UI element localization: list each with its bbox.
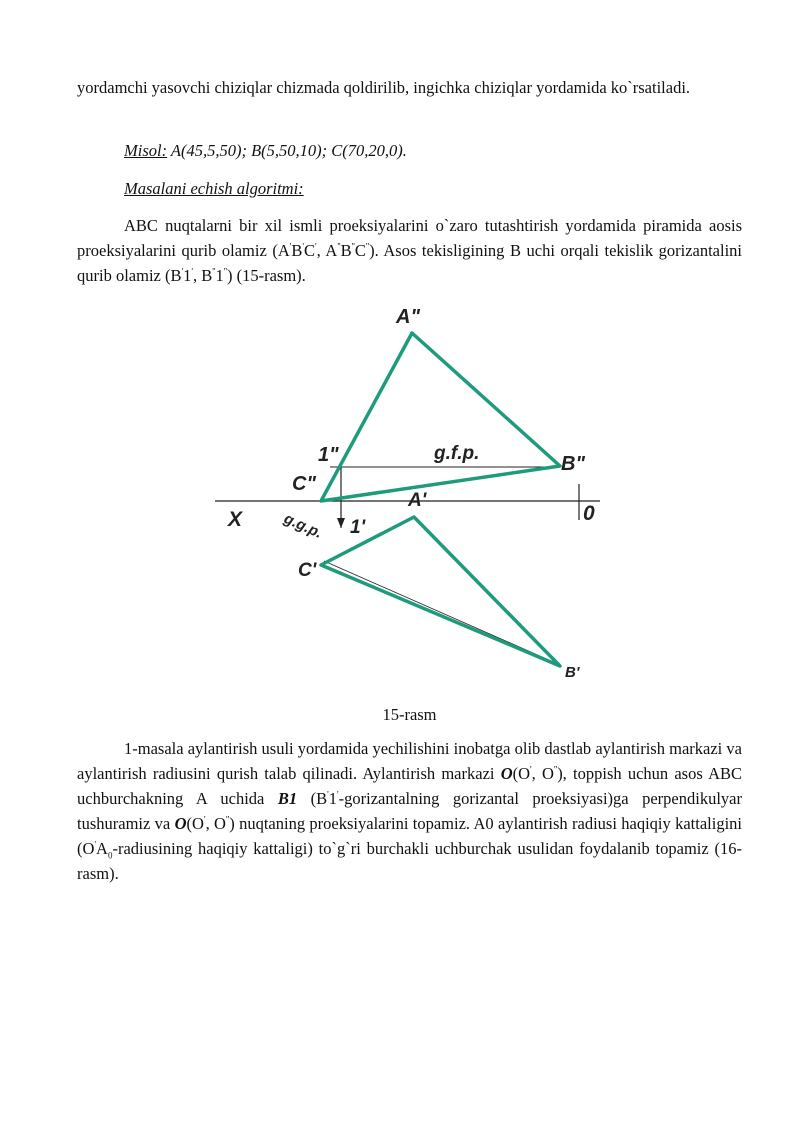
label-x-axis: X: [228, 508, 243, 531]
algorithm-title: Masalani echish algoritmi:: [124, 179, 304, 198]
example-label: Misol:: [124, 141, 168, 160]
algorithm-heading: [124, 176, 304, 201]
horizontal-triangle: [321, 517, 560, 666]
label-o-origin: 0: [583, 502, 595, 525]
label-c1: C': [298, 560, 317, 581]
projection-diagram: [210, 300, 610, 695]
label-one1: 1': [350, 517, 366, 538]
label-gfp: g.f.p.: [434, 443, 480, 464]
connector-arrowhead: [337, 518, 345, 528]
paragraph-rotation: 1-masala aylantirish usuli yordamida yechilishini inobatga olib dastlab aylantirish markazi va aylantirish radiusini qurish talab qilinadi. Aylantirish markazi O(O', O''), toppish uchun asos ABC uchburchakning A uchida B1 (B'1'-gorizantalning gorizantal proeksiyasi)ga perpendikulyar tushuramiz va O(O', O'') nuqtaning proeksiyalarini topamiz. A0 aylantirish radiusi haqiqiy kattaligini ($O'A_0$-radiusining haqiqiy kattaligi) to`g`ri burchakli uchburchak usulidan foydalanib topamiz (16-rasm).: [77, 739, 743, 883]
label-b2: B": [561, 453, 585, 475]
frontal-triangle: [321, 333, 560, 501]
label-ggp: g.g.p.: [281, 510, 325, 542]
label-b1: B': [565, 664, 580, 681]
label-c2: C": [292, 473, 316, 495]
example-points: A(45,5,50); B(5,50,10); C(70,20,0).: [167, 141, 407, 160]
figure-caption: 15-rasm: [382, 705, 437, 724]
example-line: [124, 138, 407, 163]
label-one2: 1": [318, 444, 339, 466]
label-a1: A': [408, 490, 427, 511]
paragraph-construction: ABC nuqtalarni bir xil ismli proeksiyalarini o`zaro tutashtirish yordamida piramida aosis proeksiyalarini qurib olamiz (A'B'C', A''B''C''). Asos tekisligining B uchi orqali tekislik gorizantalini qurib olamiz (B'1', B''1'') (15-rasm).: [77, 216, 743, 285]
paragraph-intro: yordamchi yasovchi chiziqlar chizmada qoldirilib, ingichka chiziqlar yordamida ko`rsatiladi.: [77, 78, 691, 97]
label-a2: A": [396, 306, 420, 328]
